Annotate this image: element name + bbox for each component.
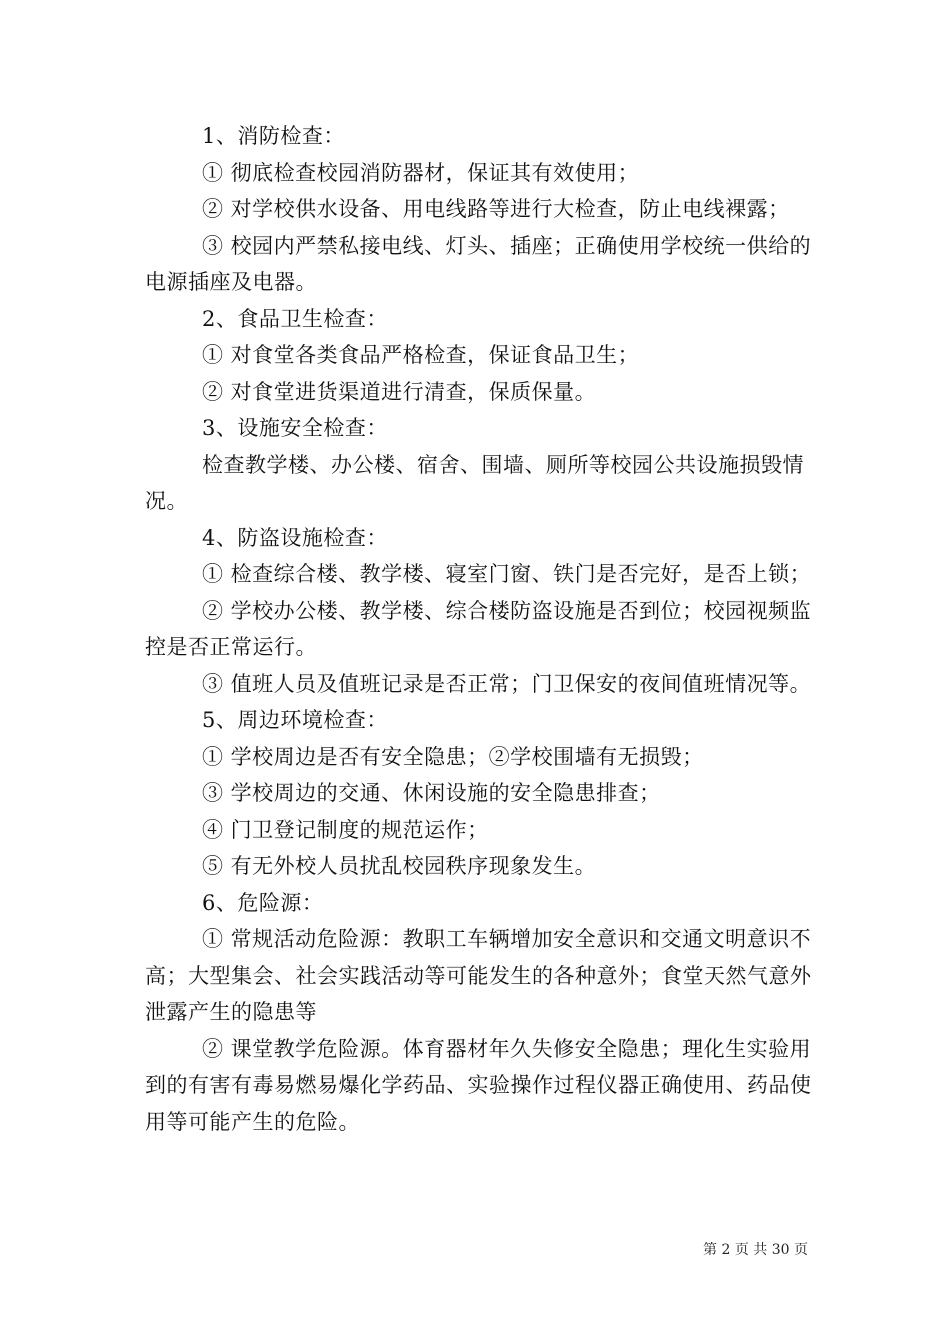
heading-food-hygiene: 2、食品卫生检查： [202, 306, 388, 331]
list-item: ③ 值班人员及值班记录是否正常；门卫保安的夜间值班情况等。 [202, 671, 812, 696]
list-item: ① 对食堂各类食品严格检查，保证食品卫生； [202, 343, 640, 367]
list-item: ① 检查综合楼、教学楼、寝室门窗、铁门是否完好，是否上锁； [202, 562, 812, 586]
body-paragraph: 检查教学楼、办公楼、宿舍、围墙、厕所等校园公共设施损毁情况。 [145, 452, 804, 513]
list-item: ① 常规活动危险源：教职工车辆增加安全意识和交通文明意识不高；大型集会、社会实践活动等可能发生的各种意外；食堂天然气意外泄露产生的隐患等 [145, 927, 812, 1024]
list-item: ① 学校周边是否有安全隐患；②学校围墙有无损毁； [202, 744, 704, 769]
heading-fire-inspection: 1、消防检查： [202, 124, 345, 148]
list-item: ② 对学校供水设备、用电线路等进行大检查，防止电线裸露； [202, 197, 790, 221]
list-item: ② 对食堂进货渠道进行清查，保质保量。 [202, 379, 597, 404]
list-item: ④ 门卫登记制度的规范运作； [202, 817, 489, 842]
document-body [145, 118, 815, 1140]
heading-facility-safety: 3、设施安全检查： [202, 416, 388, 440]
list-item: ③ 学校周边的交通、休闲设施的安全隐患排查； [202, 781, 661, 805]
heading-hazard-sources: 6、危险源： [202, 890, 324, 915]
heading-surroundings: 5、周边环境检查： [202, 708, 388, 732]
list-item: ① 彻底检查校园消防器材，保证其有效使用； [202, 160, 640, 185]
page-number-footer: 第 2 页 共 30 页 [703, 1242, 808, 1258]
list-item: ② 课堂教学危险源。体育器材年久失修安全隐患；理化生实验用到的有害有毒易燃易爆化学药品、实验操作过程仪器正确使用、药品使用等可能产生的危险。 [145, 1036, 812, 1134]
list-item: ③ 校园内严禁私接电线、灯头、插座；正确使用学校统一供给的电源插座及电器。 [145, 233, 812, 294]
list-item: ⑤ 有无外校人员扰乱校园秩序现象发生。 [202, 854, 597, 878]
heading-anti-theft: 4、防盗设施检查： [202, 525, 388, 550]
list-item: ② 学校办公楼、教学楼、综合楼防盗设施是否到位；校园视频监控是否正常运行。 [145, 598, 812, 659]
